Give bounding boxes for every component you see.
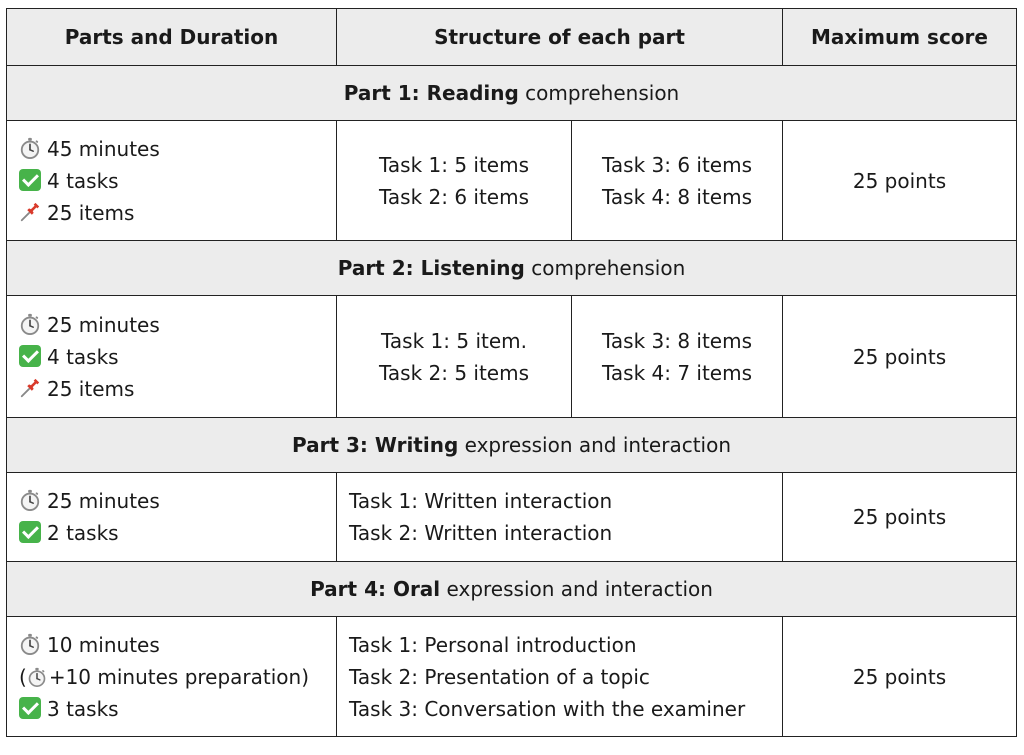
- part-4-title: Part 4: Oral expression and interaction: [7, 562, 1017, 617]
- item-count: 25 items: [47, 376, 135, 401]
- stopwatch-icon: [19, 137, 41, 159]
- part-3-score: 25 points: [783, 473, 1017, 562]
- task-line: Task 2: Written interaction: [349, 521, 613, 545]
- part-1-title-row: [7, 66, 1017, 121]
- part-2-row: [7, 296, 1017, 418]
- part-4-score: 25 points: [783, 617, 1017, 737]
- part-3-duration-cell: [7, 473, 337, 562]
- stopwatch-icon: [19, 489, 41, 511]
- check-mark-icon: [19, 169, 41, 191]
- check-mark-icon: [19, 521, 41, 543]
- task-line: Task 4: 8 items: [601, 184, 753, 209]
- exam-structure-table: [6, 8, 1017, 737]
- task-line: Task 2: Presentation of a topic: [349, 664, 650, 689]
- duration: 45 minutes: [47, 136, 160, 161]
- part-1-tasks-col2: [572, 121, 783, 241]
- part-3-title: Part 3: Writing expression and interaction: [7, 418, 1017, 473]
- part-3-title-row: [7, 418, 1017, 473]
- task-line: Task 2: 6 items: [378, 184, 530, 209]
- part-3-row: [7, 473, 1017, 562]
- pushpin-icon: [19, 201, 41, 223]
- task-line: Task 4: 7 items: [601, 360, 753, 385]
- task-line: Task 3: 6 items: [601, 152, 753, 177]
- task-count: 4 tasks: [47, 344, 119, 369]
- part-4-row: [7, 617, 1017, 737]
- part-1-duration-cell: [7, 121, 337, 241]
- stopwatch-icon: [27, 667, 47, 687]
- item-count: 25 items: [47, 200, 135, 225]
- header-max-score: Maximum score: [783, 9, 1017, 66]
- part-4-title-row: [7, 562, 1017, 617]
- duration: 25 minutes: [47, 312, 160, 337]
- header-parts-duration: Parts and Duration: [7, 9, 337, 66]
- part-1-title: Part 1: Reading comprehension: [7, 66, 1017, 121]
- task-count: 3 tasks: [47, 696, 119, 721]
- pushpin-icon: [19, 377, 41, 399]
- part-1-tasks-col1: [337, 121, 572, 241]
- part-2-title-row: [7, 241, 1017, 296]
- part-4-tasks: [337, 617, 783, 737]
- task-line: Task 1: Personal introduction: [349, 632, 637, 657]
- task-line: Task 2: 5 items: [378, 360, 530, 385]
- stopwatch-icon: [19, 633, 41, 655]
- part-2-title: Part 2: Listening comprehension: [7, 241, 1017, 296]
- task-line: Task 1: 5 item.: [381, 328, 527, 353]
- part-4-duration-cell: [7, 617, 337, 737]
- duration: 10 minutes: [47, 632, 160, 657]
- duration: 25 minutes: [47, 489, 160, 513]
- part-2-duration-cell: [7, 296, 337, 418]
- part-3-tasks: [337, 473, 783, 562]
- part-1-score: 25 points: [783, 121, 1017, 241]
- prep-open-paren: (: [19, 664, 27, 689]
- task-count: 4 tasks: [47, 168, 119, 193]
- task-count: 2 tasks: [47, 521, 119, 545]
- task-line: Task 1: 5 items: [378, 152, 530, 177]
- check-mark-icon: [19, 697, 41, 719]
- stopwatch-icon: [19, 313, 41, 335]
- part-2-tasks-col2: [572, 296, 783, 418]
- check-mark-icon: [19, 345, 41, 367]
- header-structure: Structure of each part: [337, 9, 783, 66]
- task-line: Task 3: 8 items: [601, 328, 753, 353]
- task-line: Task 3: Conversation with the examiner: [349, 696, 746, 721]
- preparation-time: +10 minutes preparation): [48, 664, 310, 689]
- header-row: [7, 9, 1017, 66]
- part-1-row: [7, 121, 1017, 241]
- part-2-score: 25 points: [783, 296, 1017, 418]
- part-2-tasks-col1: [337, 296, 572, 418]
- task-line: Task 1: Written interaction: [349, 489, 613, 513]
